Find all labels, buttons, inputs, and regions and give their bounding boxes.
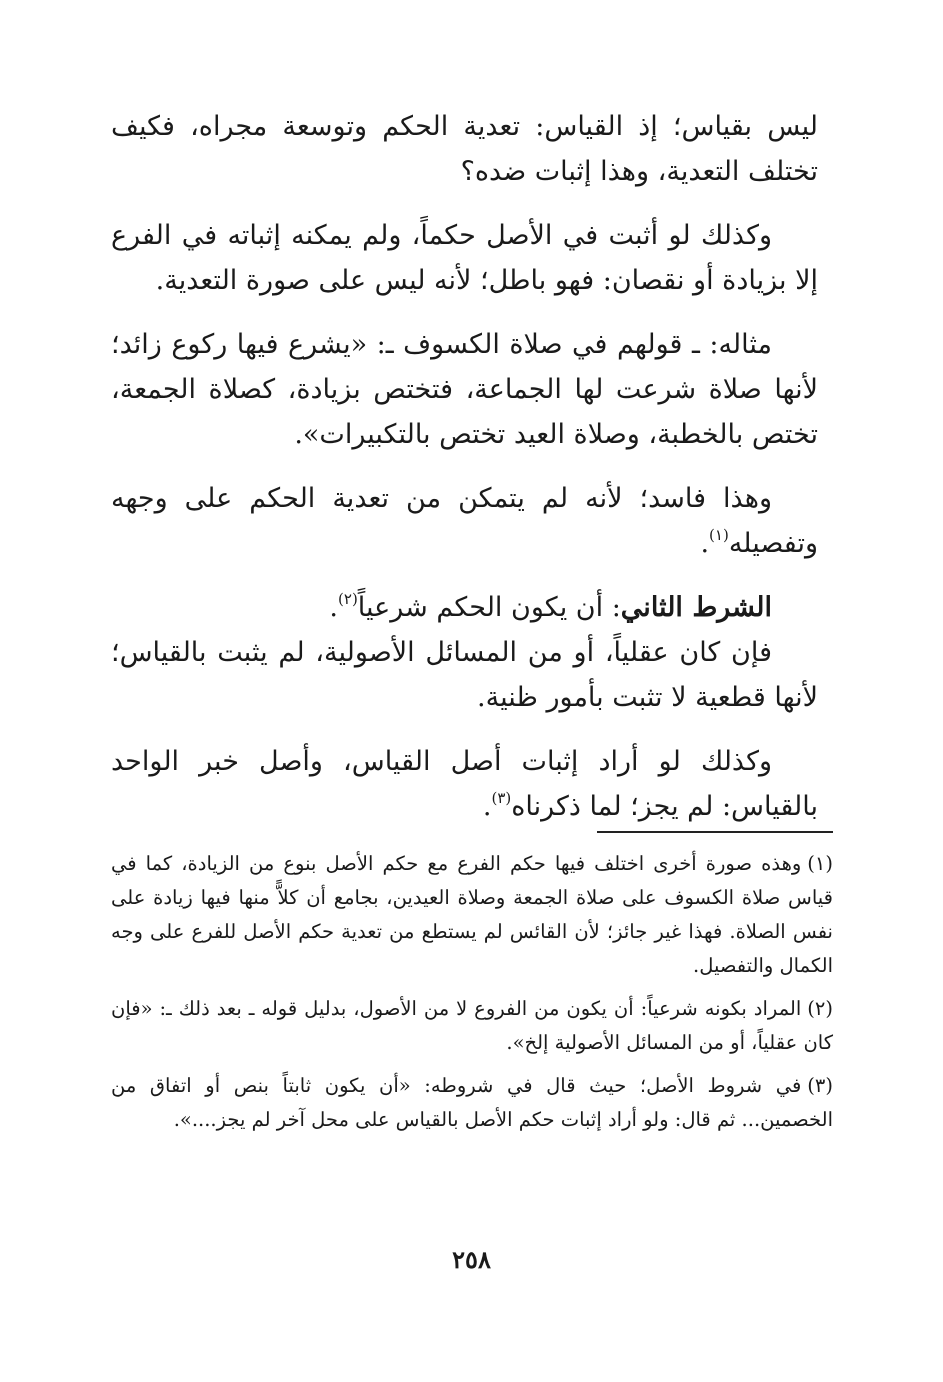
footnote-text: المراد بكونه شرعياً: أن يكون من الفروع لا من الأصول، بدليل قوله ـ بعد ذلك ـ: «فإن كان عقلياً، أو من المسائل الأصولية إلخ». <box>111 997 833 1054</box>
footnote-ref-3: (٣) <box>491 789 512 807</box>
paragraph-6: وكذلك لو أراد إثبات أصل القياس، وأصل خبر الواحد بالقياس: لم يجز؛ لما ذكرناه$^{(٣)}$. <box>111 746 818 822</box>
footnote-2 <box>111 992 833 1060</box>
footnotes <box>111 847 833 1146</box>
page-number: ٢٥٨ <box>452 1245 491 1274</box>
paragraph-1: ليس بقياس؛ إذ القياس: تعدية الحكم وتوسعة مجراه، فكيف تختلف التعدية، وهذا إثبات ضده؟ <box>111 111 818 187</box>
footnote-number: (٣) <box>807 1074 833 1097</box>
condition-heading: الشرط الثاني: أن يكون الحكم شرعياً$^{(٢)}$. <box>329 590 772 623</box>
paragraph-5: فإن كان عقلياً، أو من المسائل الأصولية، لم يثبت بالقياس؛ لأنها قطعية لا تثبت بأمور ظنية. <box>111 637 818 713</box>
footnote-1 <box>111 847 833 983</box>
footnote-number: (١) <box>807 852 833 875</box>
paragraph-4: وهذا فاسد؛ لأنه لم يتمكن من تعدية الحكم على وجهه وتفصيله$^{(١)}$. <box>111 483 818 559</box>
footnote-number: (٢) <box>807 997 833 1020</box>
condition-title: الشرط الثاني <box>620 592 772 623</box>
condition-text: : أن يكون الحكم شرعياً <box>357 592 621 623</box>
footnote-separator <box>597 831 833 833</box>
main-text <box>111 104 818 829</box>
footnote-3 <box>111 1069 833 1137</box>
paragraph-3: مثاله: ـ قولهم في صلاة الكسوف ـ: «يشرع فيها ركوع زائد؛ لأنها صلاة شرعت لها الجماعة، فتختص بزيادة، كصلاة الجمعة، تختص بالخطبة، وصلاة العيد تختص بالتكبيرات». <box>111 329 818 450</box>
paragraph-2: وكذلك لو أثبت في الأصل حكماً، ولم يمكنه إثباته في الفرع إلا بزيادة أو نقصان: فهو باطل؛ لأنه ليس على صورة التعدية. <box>111 220 818 296</box>
footnote-ref-2: (٢) <box>338 590 358 608</box>
footnote-ref-1: (١) <box>709 526 729 544</box>
footnote-text: في شروط الأصل؛ حيث قال في شروطه: «أن يكون ثابتاً بنص أو اتفاق من الخصمين... ثم قال: ولو أراد إثبات حكم الأصل بالقياس على محل آخر لم يجز....». <box>111 1074 833 1131</box>
paragraph-4-text: وهذا فاسد؛ لأنه لم يتمكن من تعدية الحكم على وجهه وتفصيله <box>111 483 818 559</box>
footnote-text: وهذه صورة أخرى اختلف فيها حكم الفرع مع حكم الأصل بنوع من الزيادة، كما في قياس صلاة الكسوف على صلاة الجمعة وصلاة العيدين، بجامع أن كلاًّ منها فيها زيادة على نفس الصلاة. فهذا غير جائز؛ لأن القائس لم يستطع من تعدية حكم الأصل للفرع على وجه الكمال والتفصيل. <box>111 852 833 977</box>
paragraph-6-text: وكذلك لو أراد إثبات أصل القياس، وأصل خبر الواحد بالقياس: لم يجز؛ لما ذكرناه <box>111 746 818 822</box>
